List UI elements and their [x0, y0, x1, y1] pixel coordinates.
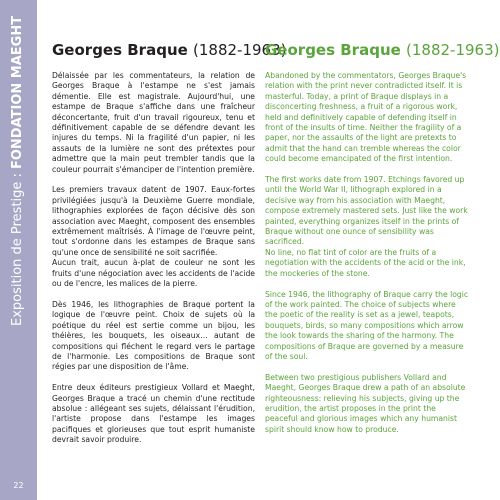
sidebar [0, 0, 37, 500]
heading-french [52, 41, 287, 59]
french-paragraph-3: Dès 1946, les lithographies de Braque portent la logique de l'œuvre peint. Choix de sujets où la poétique du réel est sertie comme un bijou, les théières, les bouquets, les oiseaux… autant de compositions qui fléchent le regard vers le partage de l'harmonie. Les compositions de Braque sont régies par une disposition de l'âme. [52, 299, 255, 372]
english-column [265, 71, 470, 446]
heading-english-dates: (1882-1963) [406, 41, 500, 59]
english-paragraph-2: The first works date from 1907. Etchings favored up until the World War II, lithograph explored in a decisive way from his association with Maeght, compose extremely mastered sets. Just like the work painted, everything organizes itself in the prints of Braque without one ounce of sensibility was sacrificed. No line, no flat tint of color are the fruits of a negotiation with the accidents of the acid or the ink, the mockeries of the stone. [265, 175, 468, 278]
exhibition-title-normal: Exposition de Prestige : [10, 169, 25, 327]
heading-french-dates: (1882-1963) [193, 41, 287, 59]
heading-english-name: Georges Braque [265, 41, 401, 59]
french-paragraph-4: Entre deux éditeurs prestigieux Vollard et Maeght, Georges Braque a tracé un chemin d'une rectitude absolue : allégeant ses sujets, délaissant l'érudition, l'artiste propose dans l'estampe les images pacifiques et glorieuses que tout esprit humaniste devrait savoir produire. [52, 383, 255, 445]
english-paragraph-3: Since 1946, the lithography of Braque carry the logic of the work painted. The choice of subjects where the poetic of the reality is set as a jewel, teapots, bouquets, birds, so many compositions which arrow the look towards the sharing of the harmony. The compositions of Braque are governed by a measure of the soul. [265, 289, 469, 361]
french-paragraph-2: Les premiers travaux datent de 1907. Eaux-fortes privilégiées jusqu'à la Deuxième Guerre mondiale, lithographies explorées de façon décisive dès son association avec Maeght, composent des ensembles extrêmement maîtrisés. À l'image de l'œuvre peint, tout s'ordonne dans les estampes de Braque sans qu'une once de sensibilité ne soit sacrifiée. Aucun trait, aucun à-plat de couleur ne sont les fruits d'une négociation avec les accidents de l'acide ou de l'encre, les malices de la pierre. [52, 185, 255, 289]
french-paragraph-1: Délaissée par les commentateurs, la relation de Georges Braque à l'estampe ne s'est jamais démentie. Elle est magistrale. Aujourd'hui, une estampe de Braque s'affiche dans une fraîcheur déconcertante, fruit d'un travail rigoureux, tenu et définitivement capable de se défendre devant les injures du temps. Ni la fragilité d'un papier, ni les assauts de la lumière ne sont des prétextes pour admettre que la main peut trembler tandis que la couleur pourrait s'émanciper de l'intention première. [52, 71, 255, 174]
page-number: 22 [13, 481, 24, 490]
exhibition-title [3, 16, 33, 356]
english-paragraph-4: Between two prestigious publishers Vollard and Maeght, Georges Braque drew a path of an absolute righteousness: relieving his subjects, giving up the erudition, the artist proposes in the print the peaceful and glorious images which any humanist spirit should know how to produce. [265, 372, 466, 434]
exhibition-title-bold: FONDATION MAEGHT [10, 16, 25, 170]
heading-french-name: Georges Braque [52, 41, 188, 59]
english-paragraph-1: Abandoned by the commentators, Georges Braque's relation with the print never contradicted itself. It is masterful. Today, a print of Braque displays in a disconcerting freshness, a fruit of a rigorous work, held and definitively capable of defending itself in front of the insults of time. Neither the fragility of a paper, nor the assaults of the light are pretexts to admit that the hand can tremble whereas the color could become emancipated of the first intention. [265, 71, 467, 164]
french-column [52, 71, 255, 456]
heading-english [265, 41, 500, 59]
